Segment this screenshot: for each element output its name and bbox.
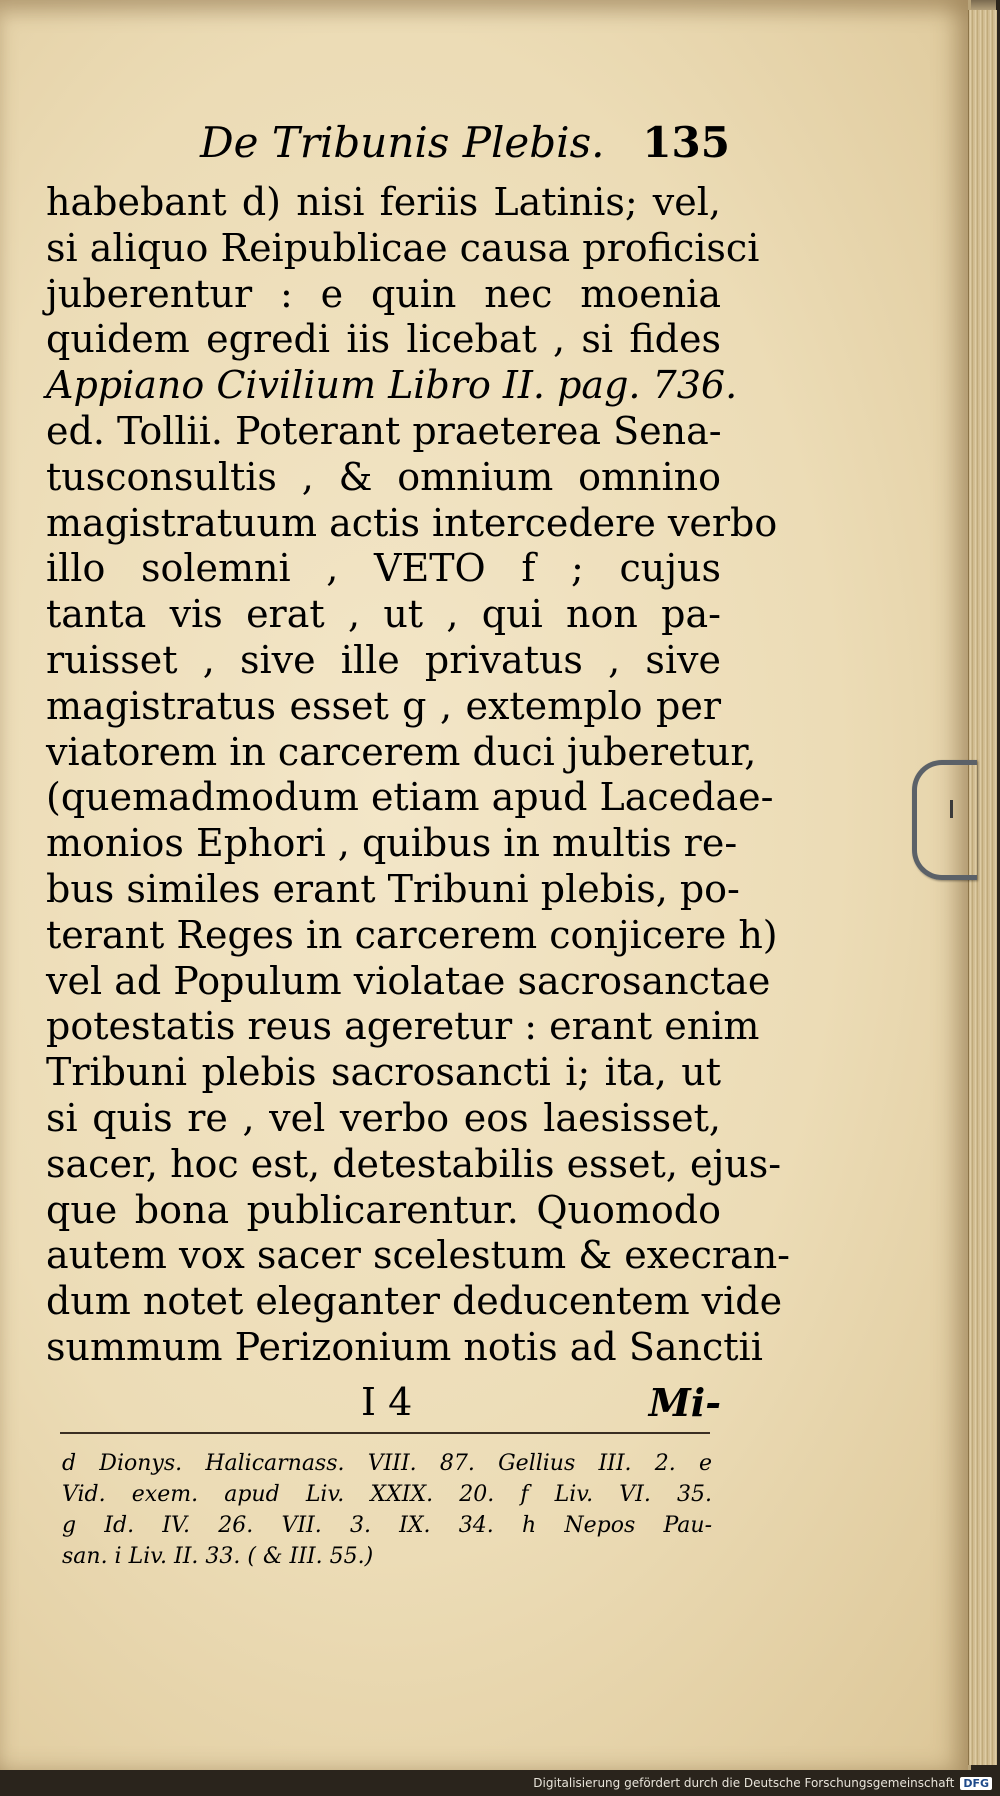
text-line: autem vox sacer scelestum & execran-	[46, 1233, 791, 1278]
footnote-line: san. i Liv. II. 33. ( & III. 55.)	[62, 1544, 374, 1569]
text-line: magistratus esset g , extemplo per	[46, 683, 721, 728]
text-line: sacer, hoc est, detestabilis esset, ejus-	[46, 1141, 782, 1186]
text-line: summum Perizonium notis ad Sanctii	[46, 1324, 763, 1369]
text-line: monios Ephori , quibus in multis re-	[46, 821, 738, 866]
text-line: ed. Tollii. Poterant praeterea Sena-	[46, 408, 722, 453]
text-line: si aliquo Reipublicae causa proficisci	[46, 225, 760, 270]
text-line: illo solemni , VETO f ; cujus	[46, 546, 721, 591]
dfg-logo: DFG	[960, 1777, 992, 1790]
text-line: tanta vis erat , ut , qui non pa-	[46, 592, 721, 637]
running-header	[200, 118, 730, 178]
text-line: quidem egredi iis licebat , si fides	[46, 317, 721, 362]
text-line: Appiano Civilium Libro II. pag. 736.	[46, 363, 738, 408]
clip-mark	[950, 800, 953, 818]
catchword: Mi-	[648, 1380, 721, 1425]
text-line: bus similes erant Tribuni plebis, po-	[46, 866, 740, 911]
footnote-line: Vid. exem. apud Liv. XXIX. 20. f Liv. VI. 35.	[62, 1482, 712, 1507]
text-line: Tribuni plebis sacrosancti i; ita, ut	[46, 1050, 721, 1095]
text-line: magistratuum actis intercedere verbo	[46, 500, 778, 545]
page-clip	[912, 760, 977, 880]
text-line: ruisset , sive ille privatus , sive	[46, 637, 721, 682]
credit-text: Digitalisierung gefördert durch die Deutsche Forschungsgemeinschaft	[533, 1776, 955, 1790]
footnote-line: d Dionys. Halicarnass. VIII. 87. Gellius III. 2. e	[62, 1451, 712, 1476]
digitization-credit	[533, 1774, 992, 1792]
text-line: vel ad Populum violatae sacrosanctae	[46, 958, 771, 1003]
footnotes-block	[62, 1448, 712, 1572]
page-number: 135	[642, 118, 730, 167]
text-line: habebant d) nisi feriis Latinis; vel,	[46, 180, 721, 224]
page-stack-edge	[968, 10, 997, 1765]
text-line: (quemadmodum etiam apud Lacedae-	[46, 775, 774, 820]
text-line: tusconsultis , & omnium omnino	[46, 454, 721, 499]
running-title: De Tribunis Plebis.	[200, 118, 605, 167]
signature-mark: I 4	[361, 1380, 413, 1424]
text-line: que bona publicarentur. Quomodo	[46, 1187, 721, 1232]
footnote-line: g Id. IV. 26. VII. 3. IX. 34. h Nepos Pau-	[62, 1513, 712, 1538]
text-line: si quis re , vel verbo eos laesisset,	[46, 1095, 721, 1140]
signature-row	[46, 1380, 721, 1430]
main-text-block	[46, 180, 791, 1371]
text-line: terant Reges in carcerem conjicere h)	[46, 912, 778, 957]
text-line: potestatis reus ageretur : erant enim	[46, 1004, 760, 1049]
text-line: juberentur : e quin nec moenia	[46, 271, 721, 316]
text-line: dum notet eleganter deducentem vide	[46, 1279, 783, 1324]
text-line: viatorem in carcerem duci juberetur,	[46, 729, 757, 774]
footnote-rule	[60, 1432, 710, 1434]
